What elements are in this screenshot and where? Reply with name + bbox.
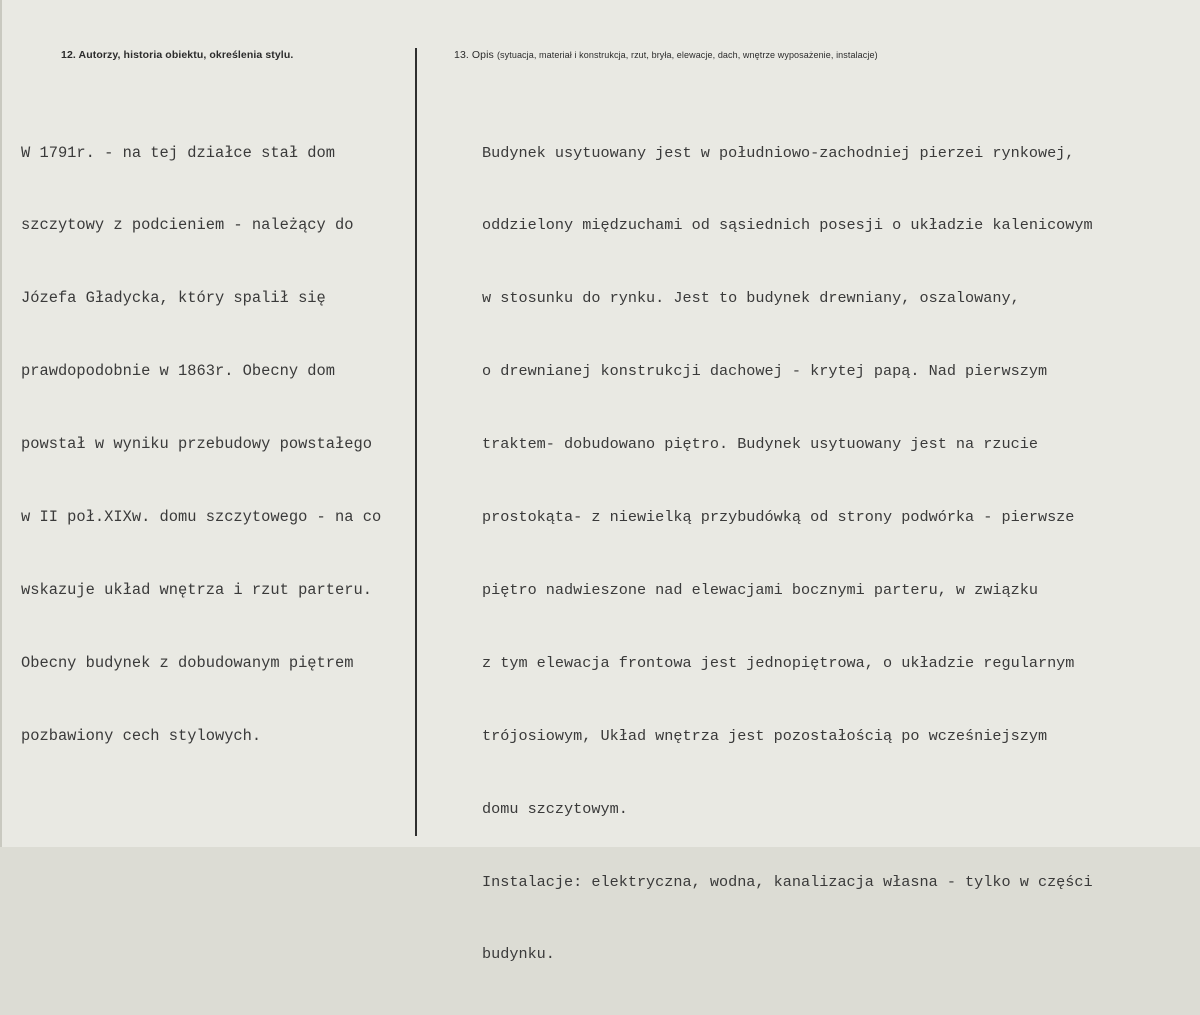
body-line: piętro nadwieszone nad elewacjami bocznymi parteru, w związku [482, 580, 1038, 599]
body-line: z tym elewacja frontowa jest jednopiętrowa, o układzie regularnym [482, 653, 1075, 672]
body-line: wskazuje układ wnętrza i rzut parteru. [21, 580, 372, 599]
body-line: Budynek usytuowany jest w południowo-zachodniej pierzei rynkowej, [482, 143, 1075, 162]
body-line: o drewnianej konstrukcji dachowej - krytej papą. Nad pierwszym [482, 362, 1048, 381]
body-line: prostokąta- z niewielką przybudówką od strony podwórka - pierwsze [482, 508, 1075, 527]
section-12 [2, 0, 416, 847]
section-13-body [482, 92, 1093, 1015]
section-13-heading-main: 13. Opis [454, 49, 494, 61]
body-line: Obecny budynek z dobudowanym piętrem [21, 653, 354, 672]
body-line: w II poł.XIXw. domu szczytowego - na co [21, 508, 382, 527]
section-12-body [21, 92, 381, 797]
body-line: traktem- dobudowano piętro. Budynek usytuowany jest na rzucie [482, 435, 1038, 454]
body-line: domu szczytowym. [482, 799, 628, 818]
body-line: trójosiowym, Układ wnętrza jest pozostałością po wcześniejszym [482, 726, 1048, 745]
body-line: Instalacje: elektryczna, wodna, kanalizacja własna - tylko w części [482, 872, 1093, 891]
section-12-heading: 12. Autorzy, historia obiektu, określenia stylu. [61, 49, 294, 61]
section-13 [418, 0, 1200, 964]
column-divider [415, 48, 417, 836]
body-line: prawdopodobnie w 1863r. Obecny dom [21, 362, 336, 381]
body-line: budynku. [482, 945, 555, 964]
body-line: pozbawiony cech stylowych. [21, 726, 262, 745]
body-line: W 1791r. - na tej działce stał dom [21, 143, 336, 162]
body-line: oddzielony międzuchami od sąsiednich posesji o układzie kalenicowym [482, 216, 1093, 235]
body-line: Józefa Gładycka, który spalił się [21, 289, 326, 308]
body-line: w stosunku do rynku. Jest to budynek drewniany, oszalowany, [482, 289, 1020, 308]
section-13-heading [454, 49, 878, 61]
body-line: powstał w wyniku przebudowy powstałego [21, 435, 372, 454]
section-13-heading-paren: (sytuacja, materiał i konstrukcja, rzut, bryła, elewacje, dach, wnętrze wyposażenie, instalacje) [496, 50, 878, 60]
body-line: szczytowy z podcieniem - należący do [21, 216, 354, 235]
